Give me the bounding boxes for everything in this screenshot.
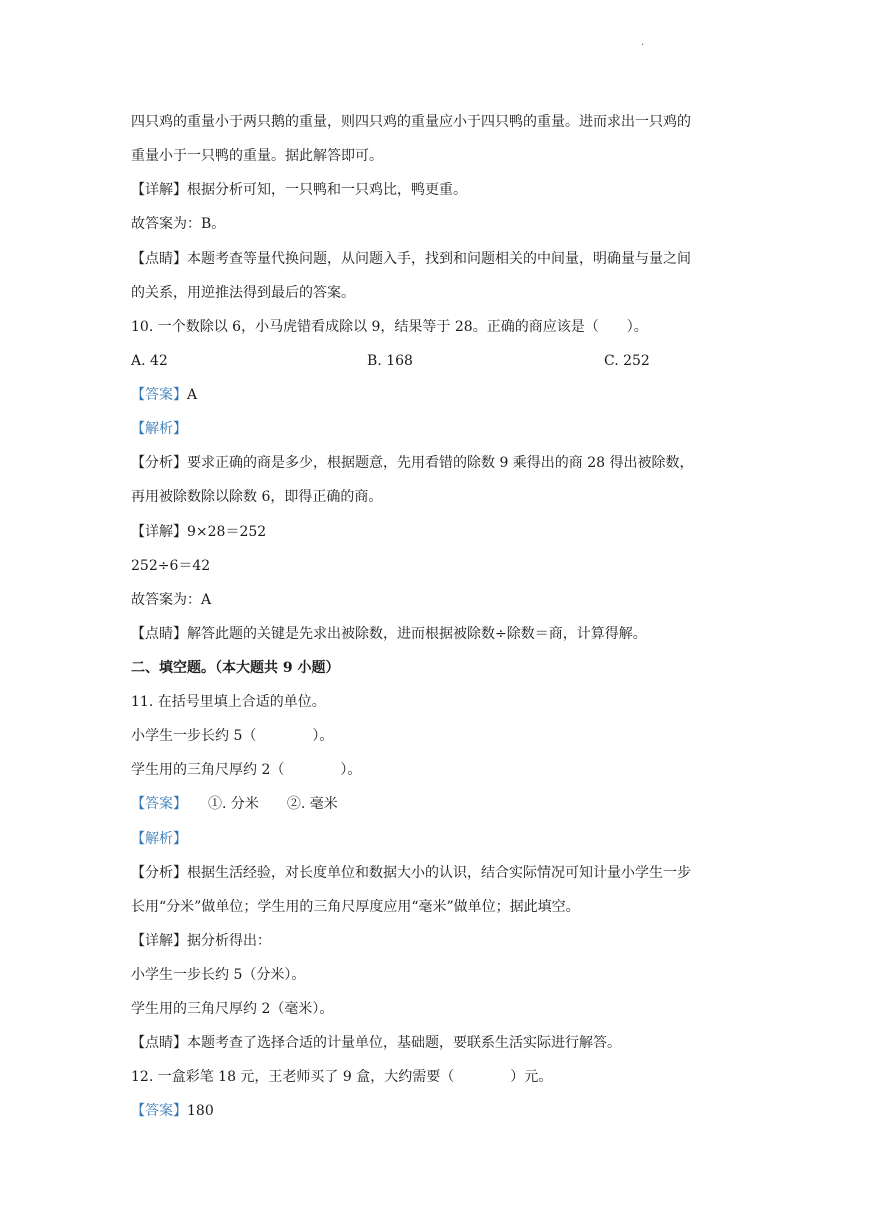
q10-calc: 252÷6＝42 [131, 558, 211, 574]
q11-comment: 【点睛】本题考查了选择合适的计量单位，基础题，要联系生活实际进行解答。 [131, 1035, 621, 1051]
answer-value: A [187, 387, 198, 403]
analysis-line-2: 重量小于一只鸭的重量。据此解答即可。 [131, 148, 383, 164]
comment-line-2: 的关系，用逆推法得到最后的答案。 [131, 285, 355, 301]
q10-option-a: A. 42 [131, 353, 168, 369]
q10-option-c: C. 252 [604, 353, 650, 369]
answer-tag: 【答案】 [131, 1103, 187, 1119]
q10-analysis-1: 【分析】要求正确的商是多少，根据题意，先用看错的除数 9 乘得出的商 28 得出被除数， [131, 455, 694, 471]
q11-item-b: 学生用的三角尺厚约 2（ ）。 [131, 762, 362, 778]
q11-jiexi-tag: 【解析】 [131, 831, 187, 847]
question-12: 12. 一盒彩笔 18 元，王老师买了 9 盒，大约需要（ ）元。 [131, 1069, 553, 1085]
detail-line: 【详解】根据分析可知，一只鸭和一只鸡比，鸭更重。 [131, 182, 467, 198]
page-mark: · [641, 40, 645, 51]
answer-tag: 【答案】 [131, 387, 187, 403]
section-heading: 二、填空题。（本大题共 9 小题） [131, 660, 340, 676]
q11-detail-b: 学生用的三角尺厚约 2（毫米）。 [131, 1001, 334, 1017]
answer-line-q9: 故答案为：B。 [131, 216, 226, 232]
comment-line-1: 【点睛】本题考查等量代换问题，从问题入手，找到和问题相关的中间量，明确量与量之间 [131, 251, 691, 267]
analysis-line-1: 四只鸡的重量小于两只鹅的重量，则四只鸡的重量应小于四只鸭的重量。进而求出一只鸡的 [131, 114, 691, 130]
question-11: 11. 在括号里填上合适的单位。 [131, 694, 326, 710]
q11-analysis-2: 长用“分米”做单位；学生用的三角尺厚度应用“毫米”做单位；据此填空。 [131, 899, 580, 915]
answer-tag: 【答案】 [131, 796, 180, 812]
q10-option-b: B. 168 [367, 353, 413, 369]
q10-jiexi-tag: 【解析】 [131, 421, 187, 437]
q11-answer [131, 794, 338, 814]
q11-analysis-1: 【分析】根据生活经验，对长度单位和数据大小的认识，结合实际情况可知计量小学生一步 [131, 865, 691, 881]
q10-answer [131, 385, 197, 405]
q10-comment: 【点睛】解答此题的关键是先求出被除数，进而根据被除数÷除数＝商，计算得解。 [131, 626, 647, 642]
q11-detail: 【详解】据分析得出： [131, 933, 271, 949]
question-10: 10. 一个数除以 6，小马虎错看成除以 9，结果等于 28。正确的商应该是（ ）。 [131, 319, 648, 335]
q11-detail-a: 小学生一步长约 5（分米）。 [131, 967, 306, 983]
q12-answer [131, 1101, 214, 1121]
q10-analysis-2: 再用被除数除以除数 6，即得正确的商。 [131, 489, 383, 505]
q10-final: 故答案为：A [131, 592, 212, 608]
answer-value: 180 [187, 1103, 214, 1119]
q11-item-a: 小学生一步长约 5（ ）。 [131, 728, 334, 744]
answer-value: ①. 分米 ②. 毫米 [180, 796, 338, 812]
q10-detail: 【详解】9×28＝252 [131, 524, 267, 540]
